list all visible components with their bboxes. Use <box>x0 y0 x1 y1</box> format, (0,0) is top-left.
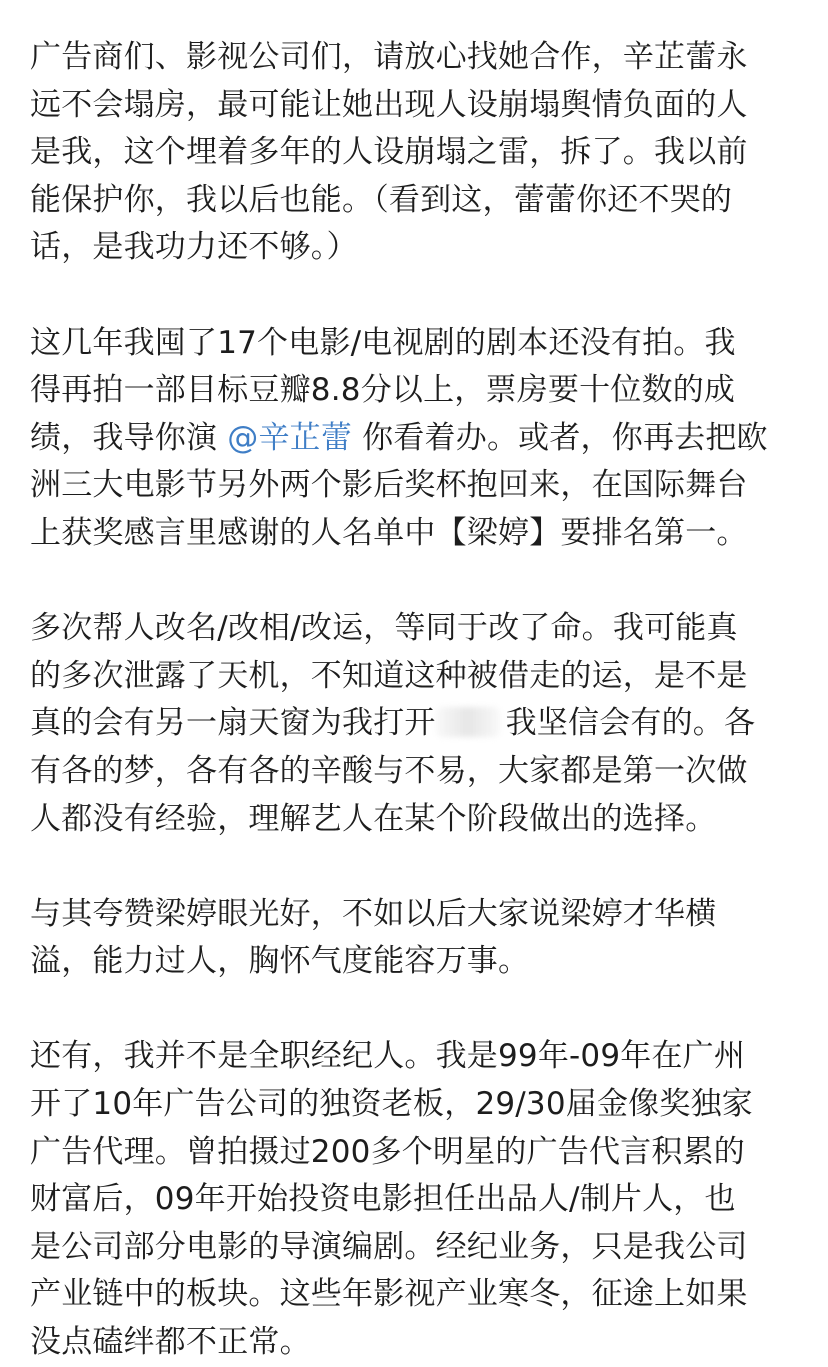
text-line: 的多次泄露了天机，不知道这种被借走的运，是不是 <box>30 657 748 694</box>
paragraph-spacer <box>30 558 798 606</box>
text-line: 这几年我囤了17个电影/电视剧的剧本还没有拍。我 <box>30 324 736 361</box>
paragraph-4 <box>30 891 798 986</box>
text-line: 有各的梦，各有各的辛酸与不易，大家都是第一次做 <box>30 752 748 789</box>
text-line: 开了10年广告公司的独资老板，29/30届金像奖独家 <box>30 1086 753 1123</box>
text-segment: 真的会有另一扇天窗为我打开 <box>30 705 436 742</box>
text-line: 话，是我功力还不够。） <box>30 229 358 266</box>
text-line: 能保护你，我以后也能。（看到这，蕾蕾你还不哭的 <box>30 181 733 218</box>
blurred-text-line <box>30 700 798 748</box>
text-line: 上获奖感言里感谢的人名单中【梁婷】要排名第一。 <box>30 514 748 551</box>
paragraph-3 <box>30 605 798 843</box>
text-segment: 你看着办。或者，你再去把欧 <box>362 419 768 456</box>
text-line: 远不会塌房，最可能让她出现人设崩塌舆情负面的人 <box>30 86 748 123</box>
text-line: 与其夸赞梁婷眼光好，不如以后大家说梁婷才华横 <box>30 895 717 932</box>
text-segment: 我坚信会有的。各 <box>505 705 756 742</box>
text-line: 溢，能力过人，胸怀气度能容万事。 <box>30 943 530 980</box>
text-line: 是公司部分电影的导演编剧。经纪业务，只是我公司 <box>30 1228 748 1265</box>
text-line: 洲三大电影节另外两个影后奖杯抱回来，在国际舞台 <box>30 467 748 504</box>
text-line: 得再拍一部目标豆瓣8.8分以上，票房要十位数的成 <box>30 372 736 409</box>
text-line: 没点磕绊都不正常。 <box>30 1324 311 1361</box>
paragraph-5 <box>30 1033 798 1366</box>
text-line: 广告代理。曾拍摄过200多个明星的广告代言积累的 <box>30 1133 745 1170</box>
text-line: 广告商们、影视公司们，请放心找她合作，辛芷蕾永 <box>30 39 748 75</box>
text-line: 财富后，09年开始投资电影担任出品人/制片人，也 <box>30 1181 736 1218</box>
paragraph-spacer <box>30 986 798 1034</box>
text-segment: 绩，我导你演 <box>30 419 218 456</box>
paragraph-1 <box>30 34 798 272</box>
paragraph-2 <box>30 320 798 558</box>
text-line: 人都没有经验，理解艺人在某个阶段做出的选择。 <box>30 800 717 837</box>
paragraph-spacer <box>30 843 798 891</box>
text-line: 还有，我并不是全职经纪人。我是99年-09年在广州 <box>30 1038 746 1075</box>
blurred-emoji <box>436 707 500 737</box>
mention-text-line <box>30 415 798 463</box>
paragraph-spacer <box>30 272 798 320</box>
text-line: 多次帮人改名/改相/改运，等同于改了命。我可能真 <box>30 610 738 647</box>
user-mention-link[interactable]: @辛芷蕾 <box>227 419 353 456</box>
text-line: 产业链中的板块。这些年影视产业寒冬，征途上如果 <box>30 1276 748 1313</box>
text-line: 是我，这个埋着多年的人设崩塌之雷，拆了。我以前 <box>30 134 748 171</box>
